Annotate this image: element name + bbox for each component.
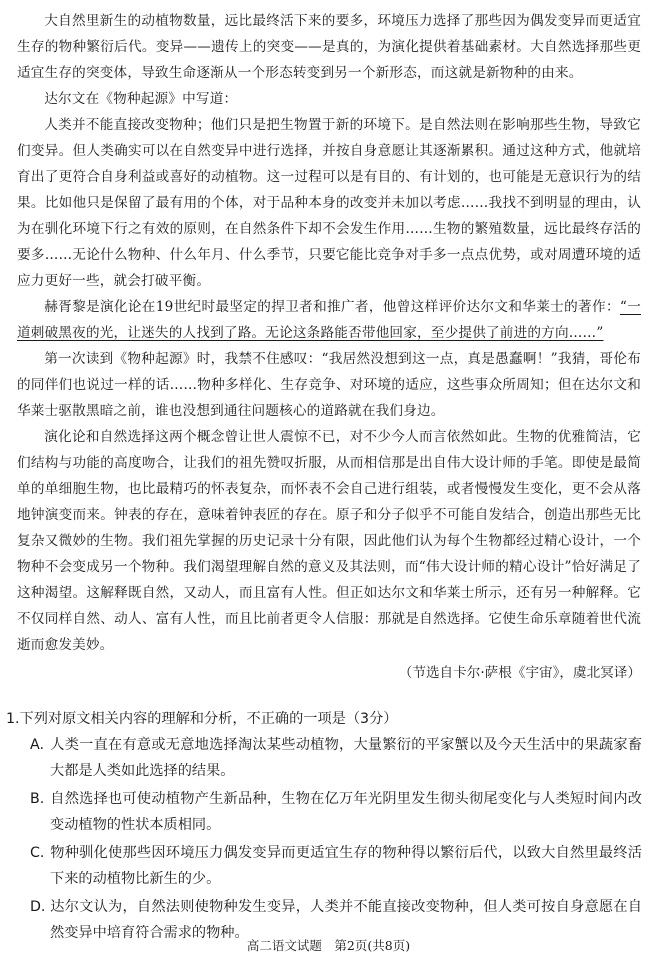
option-c-text: 物种驯化使那些因环境压力偶发变异而更适宜生存的物种得以繁衍后代，以致大自然里最终活下来的动植物比新生的少。 — [50, 845, 642, 887]
question-1 — [6, 706, 642, 948]
question-stem: 1.下列对原文相关内容的理解和分析，不正确的一项是（3分） — [6, 711, 398, 727]
passage-paragraph-6: 演化论和自然选择这两个概念曾让世人震惊不已，对不少今人而言依然如此。生物的优雅简洁，它们结构与功能的高度吻合，让我们的祖先赞叹折服，从而相信那是出自伟大设计师的手笔。即使是最简单的单细胞生物，也比最精巧的怀表复杂，而怀表不会自己进行组装，或者慢慢发生变化，更不会从落地钟演变而来。钟表的存在，意味着钟表匠的存在。原子和分子似乎不可能自发结合，创造出那些无比复杂又微妙的生物。我们祖先掌握的历史记录十分有限，因此他们认为每个生物都经过精心设计，一个物种不会变成另一个物种。我们渴望理解自然的意义及其法则，而“伟大设计师的精心设计”恰好满足了这种渴望。这解释既自然，又动人，而且富有人性。但正如达尔文和华莱士所示，还有另一种解释。它不仅同样自然、动人、富有人性，而且比前者更令人信服：那就是自然选择。它使生命乐章随着世代流逝而愈发美妙。 — [17, 429, 641, 653]
option-a-letter: A. — [30, 737, 44, 753]
passage-paragraph-2: 达尔文在《物种起源》中写道： — [44, 91, 238, 107]
option-a — [6, 732, 642, 784]
huxley-intro-text: 赫胥黎是演化论在19世纪时最坚定的捍卫者和推广者，他曾这样评价达尔文和华莱士的著作： — [44, 299, 620, 315]
option-d-text: 达尔文认为，自然法则使物种发生变异，人类并不能直接改变物种，但人类可按自身意愿在自然变异中培育符合需求的物种。 — [50, 899, 642, 941]
option-c — [6, 840, 642, 892]
page-footer: 高二语文试题 第2页(共8页) — [246, 938, 411, 953]
underlined-quote: “一道刺破黑夜的光，让迷失的人找到了路。无论这条路能否带他回家，至少提供了前进的方向……” — [17, 299, 641, 341]
option-b-letter: B. — [30, 791, 45, 807]
option-d-letter: D. — [30, 899, 46, 915]
option-b — [6, 786, 642, 838]
passage-paragraph-4 — [17, 294, 641, 346]
option-b-text: 自然选择也可使动植物产生新品种，生物在亿万年光阴里发生彻头彻尾变化与人类短时间内改变动植物的性状本质相同。 — [50, 791, 642, 833]
passage-source: （节选自卡尔·萨根《宇宙》，虞北冥译） — [398, 665, 641, 681]
passage-paragraph-5: 第一次读到《物种起源》时，我禁不住感叹：“我居然没想到这一点，真是愚蠢啊！”我猜，哥伦布的同伴们也说过一样的话……物种多样化、生存竞争、对环境的适应，这些事众所周知；但在达尔文和华莱士驱散黑暗之前，谁也没想到通往问题核心的道路就在我们身边。 — [17, 351, 641, 419]
passage-paragraph-1: 大自然里新生的动植物数量，远比最终活下来的要多，环境压力选择了那些因为偶发变异而更适宜生存的物种繁衍后代。变异——遗传上的突变——是真的，为演化提供着基础素材。大自然选择那些更适宜生存的突变体，导致生命逐渐从一个形态转变到另一个新形态，而这就是新物种的由来。 — [17, 13, 641, 81]
option-c-letter: C. — [30, 845, 45, 861]
passage-paragraph-3: 人类并不能直接改变物种；他们只是把生物置于新的环境下。是自然法则在影响那些生物，导致它们变异。但人类确实可以在自然变异中进行选择，并按自身意愿让其逐渐累积。通过这种方式，他就培育出了更符合自身利益或喜好的动植物。这一过程可以是有目的、有计划的，也可能是无意识行为的结果。比如他只是保留了最有用的个体，对于品种本身的改变并未加以考虑……我找不到明显的理由，认为在驯化环境下行之有效的原则，在自然条件下却不会发生作用……生物的繁殖数量，远比最终存活的要多……无论什么物种、什么年月、什么季节，只要它能比竞争对手多一点点优势，或对周遭环境的适应力更好一些，就会打破平衡。 — [17, 117, 641, 289]
reading-passage — [17, 8, 641, 686]
option-a-text: 人类一直在有意或无意地选择淘汰某些动植物，大量繁衍的平家蟹以及今天生活中的果蔬家畜大都是人类如此选择的结果。 — [50, 737, 642, 779]
